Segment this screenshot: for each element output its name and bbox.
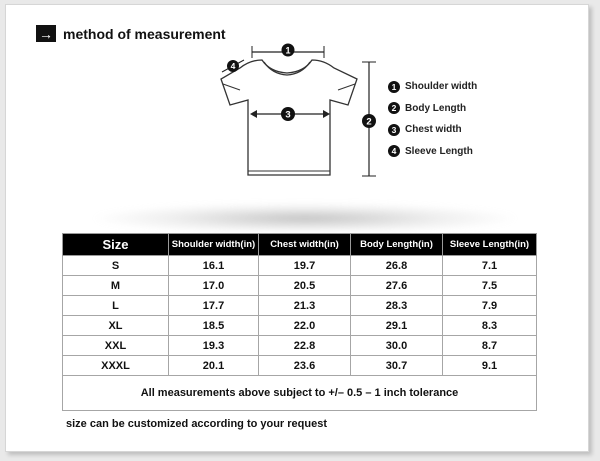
table-cell: 16.1 xyxy=(169,256,259,276)
marker-4 xyxy=(227,60,239,72)
table-cell: 22.8 xyxy=(259,336,351,356)
table-row xyxy=(63,276,537,296)
svg-text:2: 2 xyxy=(366,116,372,128)
table-cell: 7.1 xyxy=(443,256,537,276)
legend-number: 4 xyxy=(388,145,400,157)
table-cell: 18.5 xyxy=(169,316,259,336)
legend-label: Body Length xyxy=(405,102,467,114)
size-cell: L xyxy=(63,296,169,316)
svg-text:4: 4 xyxy=(230,61,236,72)
table-cell: 27.6 xyxy=(351,276,443,296)
column-header: Body Length(in) xyxy=(351,234,443,256)
legend-item xyxy=(388,98,477,120)
table-cell: 19.3 xyxy=(169,336,259,356)
svg-text:3: 3 xyxy=(285,109,291,121)
heading-text: method of measurement xyxy=(63,25,226,42)
table-cell: 7.9 xyxy=(443,296,537,316)
legend-number: 1 xyxy=(388,81,400,93)
right-arrow-icon: → xyxy=(36,25,56,42)
column-header: Shoulder width(in) xyxy=(169,234,259,256)
tolerance-note: All measurements above subject to +/– 0.5 – 1 inch tolerance xyxy=(63,376,537,411)
table-cell: 23.6 xyxy=(259,356,351,376)
legend-label: Chest width xyxy=(405,124,462,136)
marker-1 xyxy=(282,44,295,57)
measurement-legend xyxy=(388,76,477,162)
table-row xyxy=(63,336,537,356)
table-note-row xyxy=(63,376,537,411)
table-cell: 22.0 xyxy=(259,316,351,336)
table-row xyxy=(63,296,537,316)
table-row xyxy=(63,256,537,276)
size-cell: XL xyxy=(63,316,169,336)
table-cell: 17.0 xyxy=(169,276,259,296)
legend-item xyxy=(388,141,477,163)
table-cell: 21.3 xyxy=(259,296,351,316)
table-cell: 30.7 xyxy=(351,356,443,376)
table-cell: 29.1 xyxy=(351,316,443,336)
legend-item xyxy=(388,76,477,98)
legend-number: 2 xyxy=(388,102,400,114)
marker-3 xyxy=(281,107,295,121)
blurred-smudge xyxy=(95,203,515,231)
tshirt-diagram xyxy=(0,0,600,200)
table-cell: 19.7 xyxy=(259,256,351,276)
column-header: Size xyxy=(63,234,169,256)
svg-text:1: 1 xyxy=(285,45,291,56)
legend-item xyxy=(388,119,477,141)
size-cell: XXXL xyxy=(63,356,169,376)
table-header-row xyxy=(63,234,537,256)
table-cell: 28.3 xyxy=(351,296,443,316)
marker-2 xyxy=(362,114,376,128)
table-cell: 8.7 xyxy=(443,336,537,356)
table-row xyxy=(63,316,537,336)
column-header: Sleeve Length(in) xyxy=(443,234,537,256)
customization-note: size can be customized according to your request xyxy=(66,418,328,430)
size-cell: M xyxy=(63,276,169,296)
table-row xyxy=(63,356,537,376)
table-cell: 30.0 xyxy=(351,336,443,356)
legend-number: 3 xyxy=(388,124,400,136)
table-cell: 9.1 xyxy=(443,356,537,376)
table-cell: 26.8 xyxy=(351,256,443,276)
table-cell: 20.5 xyxy=(259,276,351,296)
table-cell: 7.5 xyxy=(443,276,537,296)
legend-label: Shoulder width xyxy=(405,81,478,93)
size-chart-table xyxy=(62,233,537,411)
size-cell: XXL xyxy=(63,336,169,356)
column-header: Chest width(in) xyxy=(259,234,351,256)
table-cell: 17.7 xyxy=(169,296,259,316)
legend-label: Sleeve Length xyxy=(405,145,473,157)
table-cell: 20.1 xyxy=(169,356,259,376)
size-cell: S xyxy=(63,256,169,276)
table-cell: 8.3 xyxy=(443,316,537,336)
